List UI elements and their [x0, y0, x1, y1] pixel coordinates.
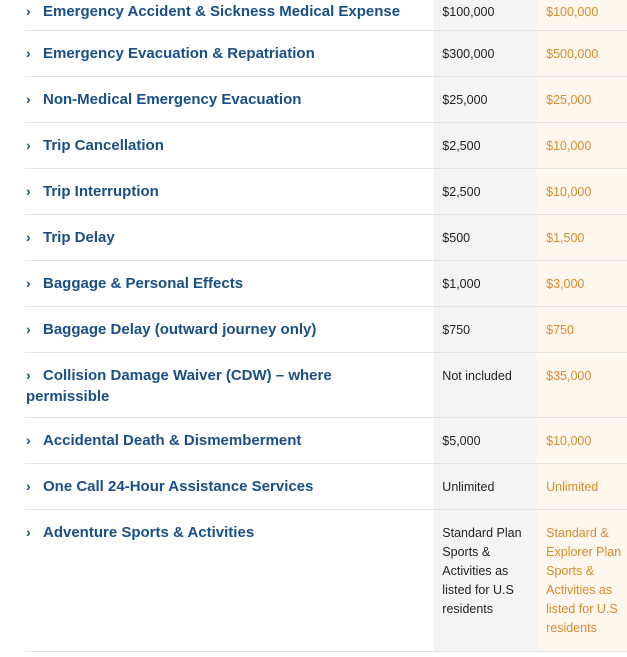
- benefit-label: Accidental Death & Dismemberment: [43, 432, 302, 449]
- table-row: [0, 353, 627, 418]
- benefit-label: One Call 24-Hour Assistance Services: [43, 478, 314, 495]
- benefit-toggle[interactable]: [0, 0, 434, 31]
- explorer-plan-value: $35,000: [537, 353, 627, 418]
- chevron-right-icon: ›: [26, 478, 31, 494]
- chevron-right-icon: ›: [26, 321, 31, 337]
- benefit-toggle[interactable]: [0, 418, 434, 464]
- benefit-label: Emergency Accident & Sickness Medical Expense: [43, 3, 401, 20]
- explorer-plan-value: $10,000: [537, 169, 627, 215]
- standard-plan-value: $2,500: [434, 169, 537, 215]
- benefit-label: Emergency Evacuation & Repatriation: [43, 45, 315, 62]
- table-row: [0, 464, 627, 510]
- standard-plan-value: Unlimited: [434, 464, 537, 510]
- explorer-plan-value: $10,000: [537, 418, 627, 464]
- benefit-toggle[interactable]: [0, 169, 434, 215]
- explorer-plan-value: $10,000: [537, 123, 627, 169]
- chevron-right-icon: ›: [26, 524, 31, 540]
- table-row: [0, 418, 627, 464]
- standard-plan-value: $2,500: [434, 123, 537, 169]
- standard-plan-value: $500: [434, 215, 537, 261]
- benefit-label: Baggage Delay (outward journey only): [43, 321, 317, 338]
- standard-plan-value: Standard Plan Sports & Activities as listed for U.S residents: [434, 510, 537, 652]
- explorer-plan-value: $750: [537, 307, 627, 353]
- explorer-plan-value: $25,000: [537, 77, 627, 123]
- benefit-label: Trip Delay: [43, 229, 115, 246]
- benefit-label: Baggage & Personal Effects: [43, 275, 244, 292]
- table-row: [0, 215, 627, 261]
- table-row: [0, 0, 627, 31]
- standard-plan-value: Not included: [434, 353, 537, 418]
- standard-plan-value: $300,000: [434, 31, 537, 77]
- benefit-toggle[interactable]: [0, 510, 434, 652]
- explorer-plan-value: $1,500: [537, 215, 627, 261]
- chevron-right-icon: ›: [26, 45, 31, 61]
- chevron-right-icon: ›: [26, 432, 31, 448]
- benefit-toggle[interactable]: [0, 307, 434, 353]
- benefit-toggle[interactable]: [0, 261, 434, 307]
- explorer-plan-value: Standard & Explorer Plan Sports & Activities as listed for U.S residents: [537, 510, 627, 652]
- table-row: [0, 510, 627, 652]
- benefit-label: Trip Cancellation: [43, 137, 164, 154]
- benefit-toggle[interactable]: [0, 77, 434, 123]
- chevron-right-icon: ›: [26, 3, 31, 19]
- table-row: [0, 77, 627, 123]
- benefit-toggle[interactable]: [0, 215, 434, 261]
- explorer-plan-value: $3,000: [537, 261, 627, 307]
- benefit-toggle[interactable]: [0, 464, 434, 510]
- chevron-right-icon: ›: [26, 367, 31, 383]
- standard-plan-value: $5,000: [434, 418, 537, 464]
- table-row: [0, 169, 627, 215]
- standard-plan-value: $100,000: [434, 0, 537, 31]
- chevron-right-icon: ›: [26, 137, 31, 153]
- benefit-label: Trip Interruption: [43, 183, 159, 200]
- table-row: [0, 31, 627, 77]
- explorer-plan-value: Unlimited: [537, 464, 627, 510]
- standard-plan-value: $25,000: [434, 77, 537, 123]
- chevron-right-icon: ›: [26, 229, 31, 245]
- benefit-label: Non-Medical Emergency Evacuation: [43, 91, 302, 108]
- chevron-right-icon: ›: [26, 91, 31, 107]
- standard-plan-value: $1,000: [434, 261, 537, 307]
- table-row: [0, 261, 627, 307]
- benefit-label: Collision Damage Waiver (CDW) – where permissible: [26, 367, 332, 405]
- benefit-toggle[interactable]: [0, 123, 434, 169]
- chevron-right-icon: ›: [26, 275, 31, 291]
- benefit-label: Adventure Sports & Activities: [43, 524, 255, 541]
- explorer-plan-value: $500,000: [537, 31, 627, 77]
- benefit-toggle[interactable]: [0, 31, 434, 77]
- explorer-plan-value: $100,000: [537, 0, 627, 31]
- table-row: [0, 123, 627, 169]
- chevron-right-icon: ›: [26, 183, 31, 199]
- standard-plan-value: $750: [434, 307, 537, 353]
- benefit-toggle[interactable]: [0, 353, 434, 418]
- table-row: [0, 307, 627, 353]
